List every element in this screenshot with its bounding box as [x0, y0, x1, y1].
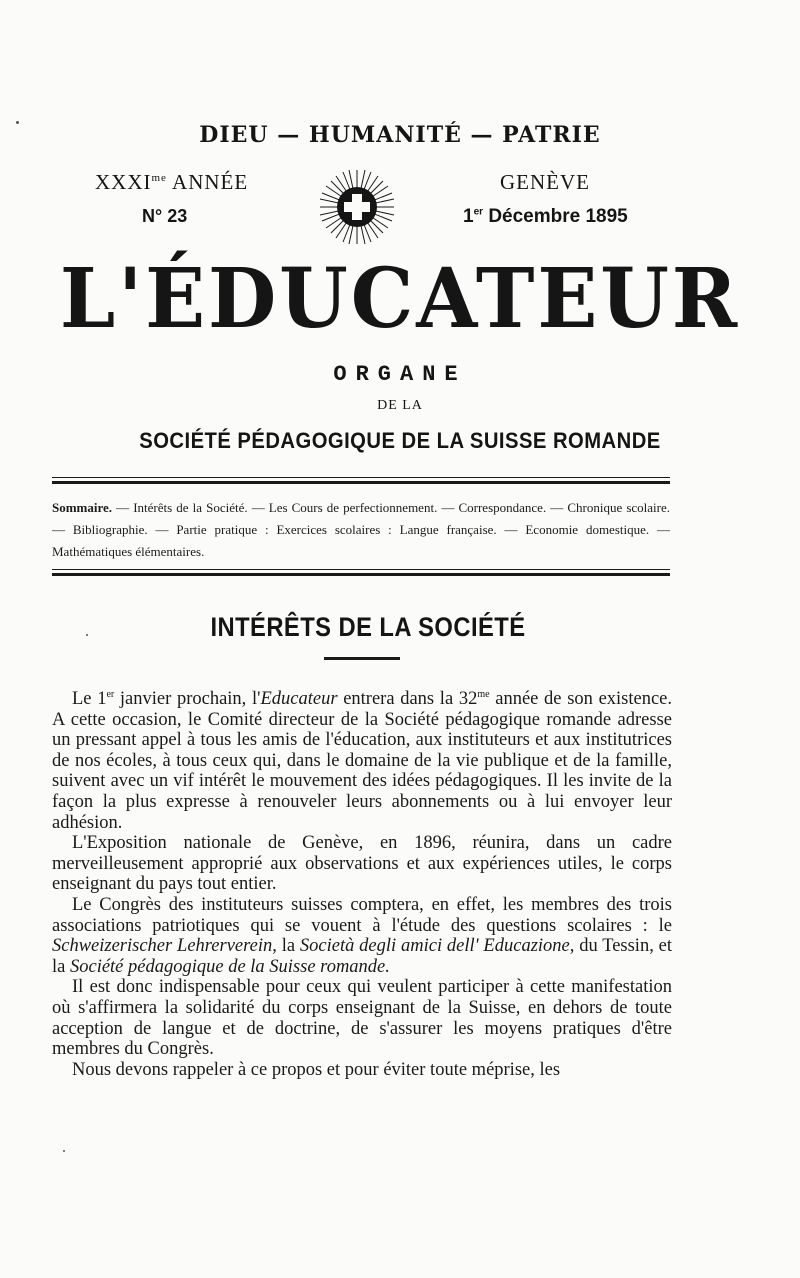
article-body	[52, 689, 672, 1080]
header-rule-thick	[52, 481, 670, 484]
city: GENÈVE	[500, 170, 590, 194]
summary-rule-thick	[52, 573, 670, 576]
paragraph: Le 1er janvier prochain, l'Educateur entrera dans la $32^{me}$ année de son existence. A cette occasion, le Comité directeur de la Société pédagogique romande adresse un pressant appel à tous les amis de l'éducation, aux instituteurs et aux institutrices de nos écoles, à tous ceux qui, dans le domaine de la vie publique et de la famille, suivent avec un vif intérêt le mouvement des idées pédagogiques. Il les invite de la façon la plus expresse à renouveler leurs abonnements ou à lui envoyer leur adhésion.	[52, 688, 673, 833]
summary-text: — Intérêts de la Société. — Les Cours de perfectionnement. — Correspondance. — Chronique scolaire. — Bibliographie. — Partie pratique : Exercices scolaires : Langue française. — Economie domestique. — Mathématiques élémentaires.	[52, 500, 670, 559]
summary-label: Sommaire.	[52, 500, 113, 515]
paragraph: L'Exposition nationale de Genève, en 1896, réunira, dans un cadre merveilleusement approprié aux observations et aux expériences utiles, le corps enseignant du pays tout entier.	[52, 833, 672, 895]
date-rest: Décembre 1895	[488, 206, 628, 227]
motto: DIEU — HUMANITÉ — PATRIE	[199, 122, 601, 148]
society-name: SOCIÉTÉ PÉDAGOGIQUE DE LA SUISSE ROMANDE	[139, 428, 661, 453]
volume-number: XXXI	[95, 170, 152, 194]
summary-rule-thin	[52, 569, 670, 570]
paragraph: Il est donc indispensable pour ceux qui veulent participer à cette manifestation où s'affirmera la solidarité du corps enseignant de la Suisse, en dehors de toute acception de langue et de doctrine, de s'assurer les moyens pratiques d'être membres du Congrès.	[52, 977, 672, 1060]
paragraph: Nous devons rappeler à ce propos et pour éviter toute méprise, les	[72, 1059, 561, 1080]
section-rule	[324, 657, 400, 660]
volume-suffix: me	[151, 172, 167, 184]
de-la: DE LA	[377, 398, 423, 413]
date-suffix: er	[473, 206, 484, 218]
print-speck	[63, 1150, 65, 1152]
summary	[52, 497, 670, 563]
section-title: INTÉRÊTS DE LA SOCIÉTÉ	[210, 612, 526, 642]
swiss-cross-emblem-icon	[318, 168, 396, 246]
issue-date	[463, 206, 628, 228]
organe-subtitle: ORGANE	[333, 362, 467, 387]
print-speck	[16, 121, 19, 124]
print-speck	[86, 634, 88, 636]
date-day: 1	[463, 206, 474, 227]
journal-title: L'ÉDUCATEUR	[59, 251, 741, 347]
volume-year	[95, 170, 248, 195]
header-rule-thin	[52, 477, 670, 478]
paragraph: Le Congrès des instituteurs suisses comptera, en effet, les membres des trois associations patriotiques qui se vouent à l'étude des questions scolaires : le Schweizerischer Lehrerverein, la Società degli amici dell' Educazione, du Tessin, et la Société pédagogique de la Suisse romande.	[52, 894, 672, 977]
volume-word: ANNÉE	[172, 170, 249, 194]
issue-number: N° 23	[142, 206, 188, 226]
